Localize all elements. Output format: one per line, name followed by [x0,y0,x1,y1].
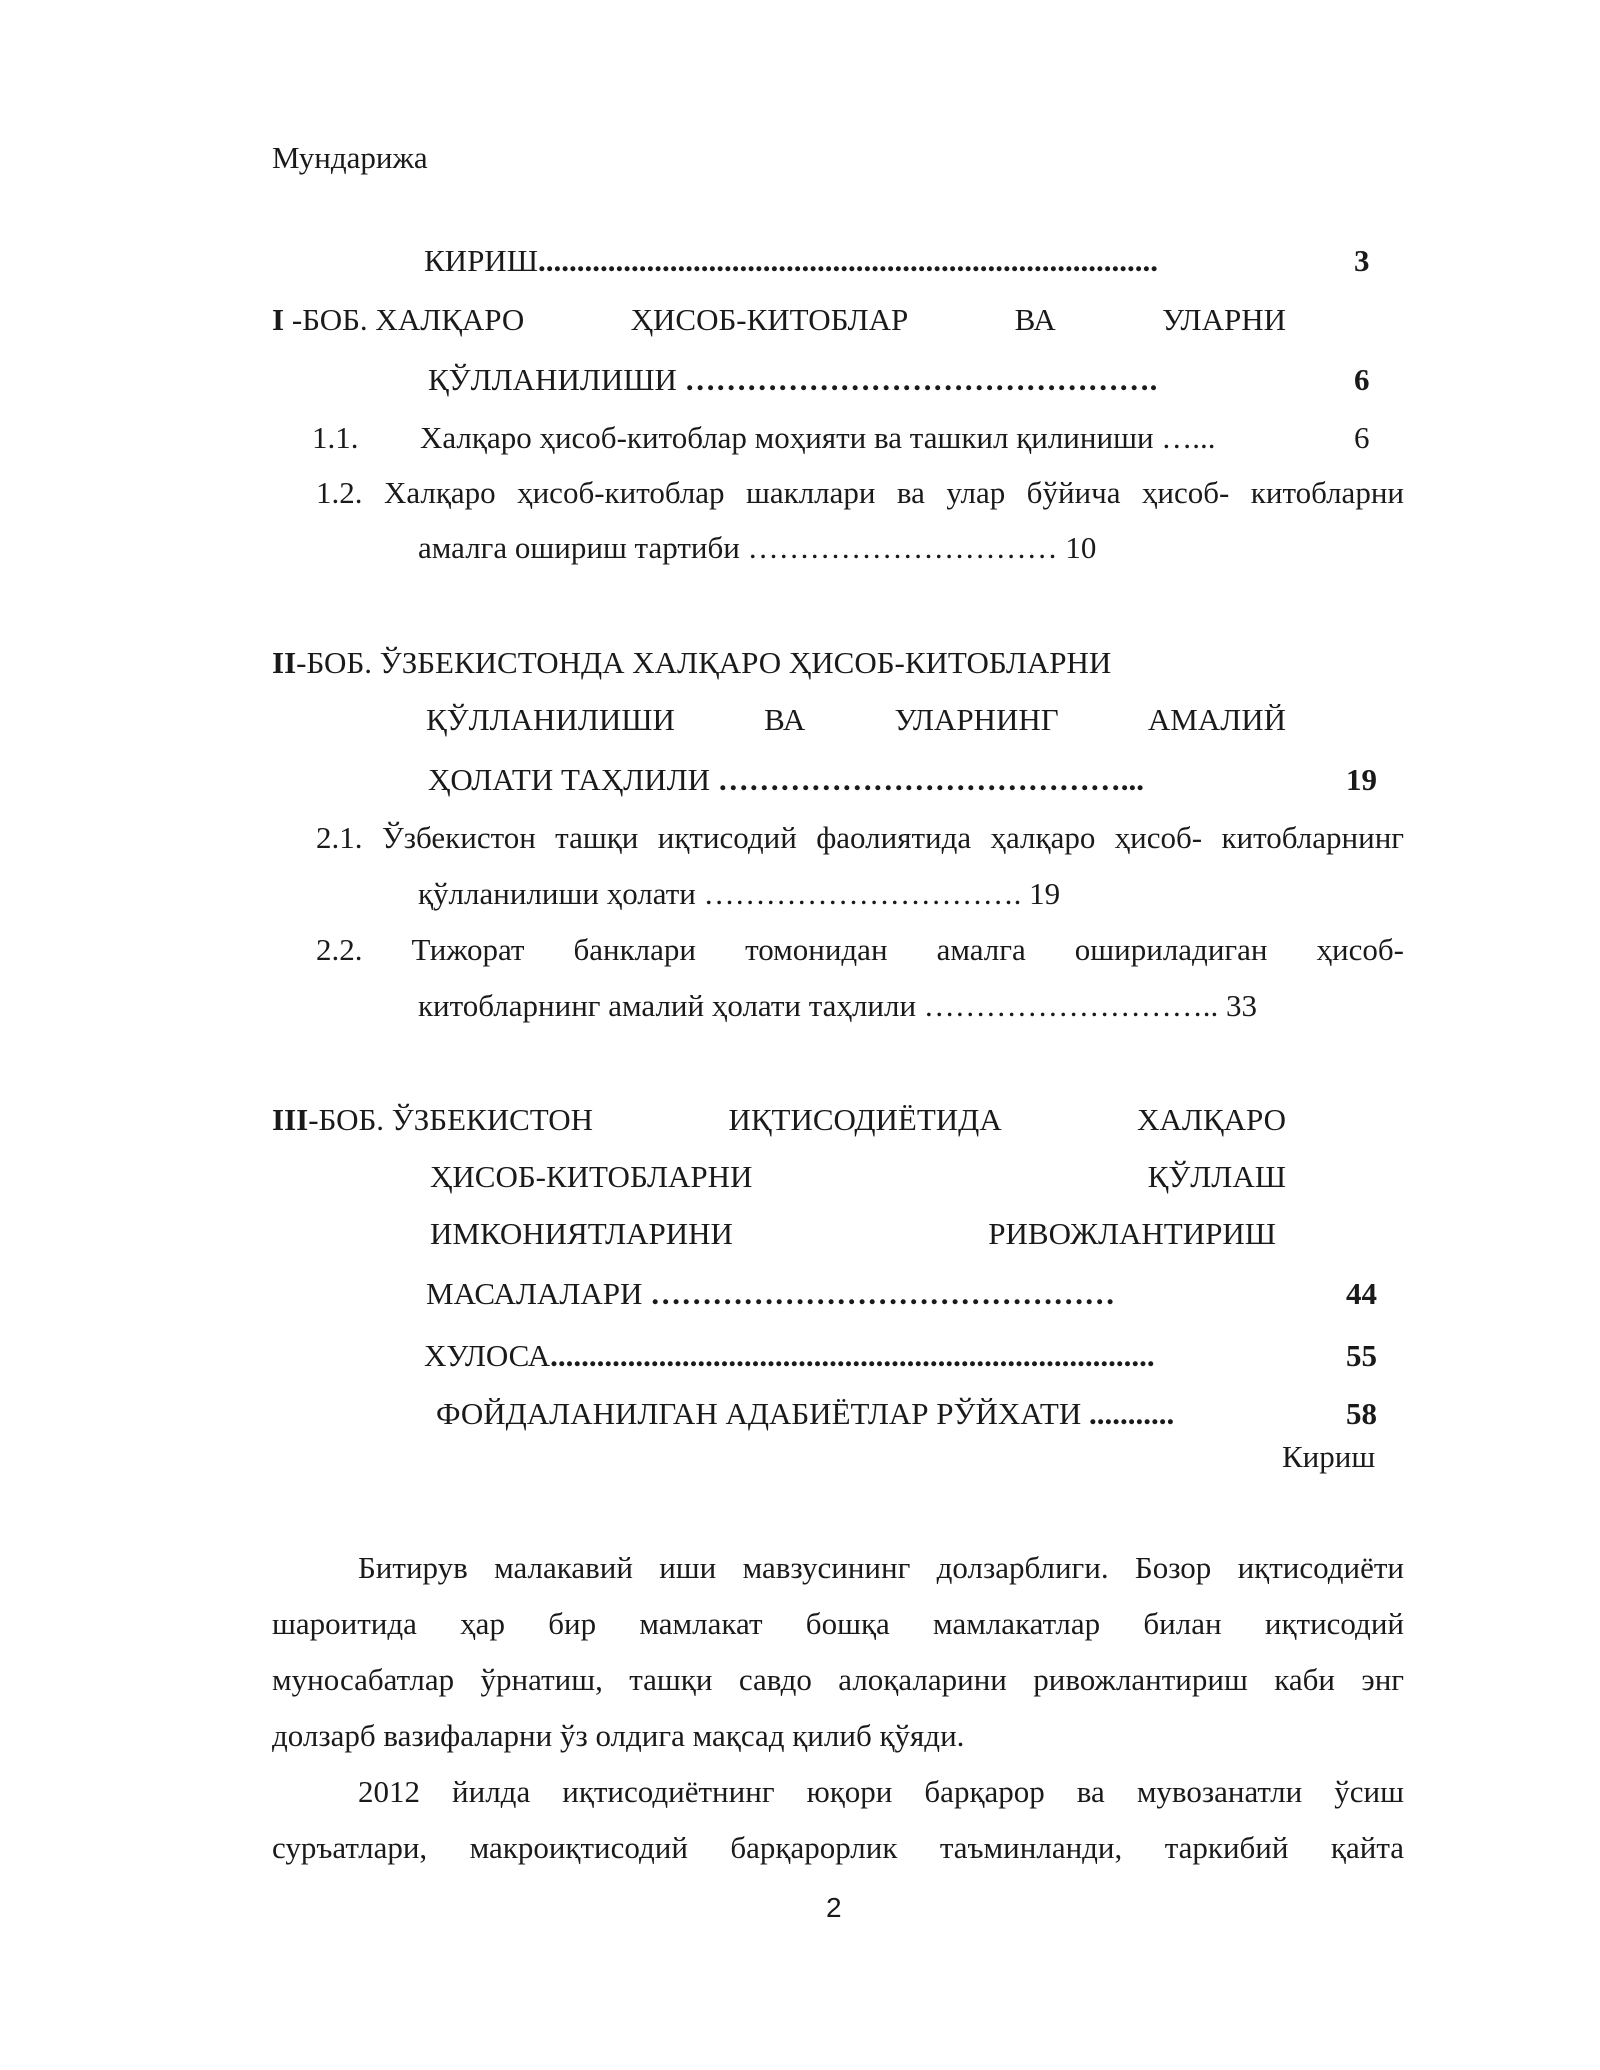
toc-ch2-word: АМАЛИЙ [1147,702,1286,737]
toc-intro-label: КИРИШ [424,243,538,278]
toc-ch2-heading-line3[interactable] [428,760,1144,800]
toc-ch2-word: ВА [764,702,806,737]
toc-s22-word: банклари [573,932,697,967]
toc-ch1-dots: ………………………………………. [684,362,1158,397]
body-p1-lead: Битирув малакавий иши мавзусининг долзарблиги. [358,1550,1109,1585]
toc-intro-page: 3 [1354,243,1370,278]
toc-ch2-line3-text: ҲОЛАТИ ТАҲЛИЛИ [428,762,718,797]
toc-ch1-word: УЛАРНИ [1162,302,1286,337]
body-p2-line2: суръатлари, макроиқтисодий барқарорлик таъминланди, таркибий қайта [272,1830,1404,1865]
page-number: 2 [826,1892,842,1923]
toc-ch3-word: ХАЛҚАРО [1137,1102,1286,1137]
toc-ch1-heading-line1[interactable] [272,300,1286,340]
toc-s22-word: ҳисоб- [1316,932,1404,967]
toc-ch3-page: 44 [1346,1276,1377,1311]
toc-ch1-word: ВА [1014,302,1056,337]
toc-s22-line1[interactable] [316,930,1404,970]
toc-s21-line1[interactable]: 2.1. Ўзбекистон ташқи иқтисодий фаолиятида ҳалқаро ҳисоб- китобларнинг [316,820,1404,855]
toc-ch3-heading-line4[interactable] [426,1274,1115,1314]
toc-ch1-heading-line2[interactable] [428,360,1157,400]
toc-intro-dots: ................................................................................ [537,243,1158,278]
body-p1-line3: муносабатлар ўрнатиш, ташқи савдо алоқаларини ривожлантириш каби энг [272,1662,1404,1697]
toc-ch3-heading-line2[interactable] [430,1157,1286,1197]
toc-s11-text[interactable]: Халқаро ҳисоб-китоблар моҳияти ва ташкил қилиниши …... [420,420,1216,455]
toc-ch1-page: 6 [1354,362,1370,397]
toc-ch3-word: ҲИСОБ-КИТОБЛАРНИ [430,1159,753,1194]
toc-s22-word: ошириладиган [1074,932,1268,967]
body-p1-line1-rest: Бозор иқтисодиёти [1108,1550,1405,1585]
body-p2-line1: 2012 йилда иқтисодиётнинг юқори барқарор ва мувозанатли ўсиш [358,1774,1404,1809]
intro-heading: Кириш [1282,1439,1376,1474]
toc-ch3-word: ИМКОНИЯТЛАРИНИ [430,1216,733,1251]
toc-conclusion-page: 55 [1346,1338,1377,1373]
toc-s12-line1[interactable]: 1.2. Халқаро ҳисоб-китоблар шакллари ва улар бўйича ҳисоб- китобларни [316,475,1404,510]
toc-ch2-num: II [272,645,297,680]
toc-ch1-word: ҲИСОБ-КИТОБЛАР [630,302,909,337]
body-p1-line2: шароитида ҳар бир мамлакат бошқа мамлакатлар билан иқтисодий [272,1606,1404,1641]
toc-references-page: 58 [1346,1396,1377,1431]
toc-ch2-word: УЛАРНИНГ [894,702,1059,737]
toc-ch3-word: -БОБ. ЎЗБЕКИСТОН [308,1102,594,1137]
toc-s22-word: 2.2. [316,932,363,967]
toc-ch3-heading-line1[interactable] [272,1100,1286,1140]
toc-ch2-heading-line2[interactable] [426,700,1286,740]
toc-s22-word: Тижорат [411,932,525,967]
toc-s22-word: томонидан [745,932,888,967]
toc-references-dots: ........... [1089,1396,1175,1431]
toc-ch3-word: ҚЎЛЛАШ [1147,1159,1286,1194]
toc-ch3-dots: ……………………………………… [650,1276,1116,1311]
body-p1-line1 [358,1548,1404,1588]
toc-ch1-num: I [272,302,285,337]
toc-s22-line2[interactable]: китобларнинг амалий ҳолати таҳлили ……………………….. 33 [418,988,1258,1023]
toc-ch2-heading-line1[interactable] [272,643,1111,683]
toc-conclusion-entry[interactable] [424,1336,1155,1376]
toc-s11-num: 1.1. [312,420,359,455]
toc-intro-entry[interactable] [424,241,1158,281]
toc-ch2-word: ҚЎЛЛАНИЛИШИ [426,702,675,737]
toc-conclusion-label: ХУЛОСА [424,1338,551,1373]
toc-references-label: ФОЙДАЛАНИЛГАН АДАБИЁТЛАР РЎЙХАТИ [436,1396,1089,1431]
toc-ch2-line1-text: -БОБ. ЎЗБЕКИСТОНДА ХАЛҚАРО ҲИСОБ-КИТОБЛАРНИ [296,645,1112,680]
toc-ch3-word: ИҚТИСОДИЁТИДА [728,1102,1002,1137]
toc-s22-word: амалга [936,932,1026,967]
toc-ch3-heading-line3[interactable] [430,1214,1276,1254]
toc-ch1-line2-text: ҚЎЛЛАНИЛИШИ [428,362,685,397]
toc-ch3-word: РИВОЖЛАНТИРИШ [988,1216,1276,1251]
toc-ch3-line4-text: МАСАЛАЛАРИ [426,1276,651,1311]
toc-title: Мундарижа [272,140,428,175]
toc-ch3-num: III [272,1102,309,1137]
toc-ch1-word: -БОБ. ХАЛҚАРО [291,302,525,337]
body-p1-line4: долзарб вазифаларни ўз олдига мақсад қилиб қўяди. [272,1718,965,1753]
toc-s12-line2[interactable]: амалга ошириш тартиби ………………………… 10 [418,530,1097,565]
toc-conclusion-dots: .............................................................................. [550,1338,1155,1373]
toc-s11-page: 6 [1354,420,1370,455]
toc-references-entry[interactable] [436,1394,1174,1434]
toc-ch2-page: 19 [1346,762,1377,797]
toc-s21-line2[interactable]: қўлланилиши ҳолати …………………………. 19 [418,876,1061,911]
toc-ch2-dots: …………………………………... [717,762,1144,797]
